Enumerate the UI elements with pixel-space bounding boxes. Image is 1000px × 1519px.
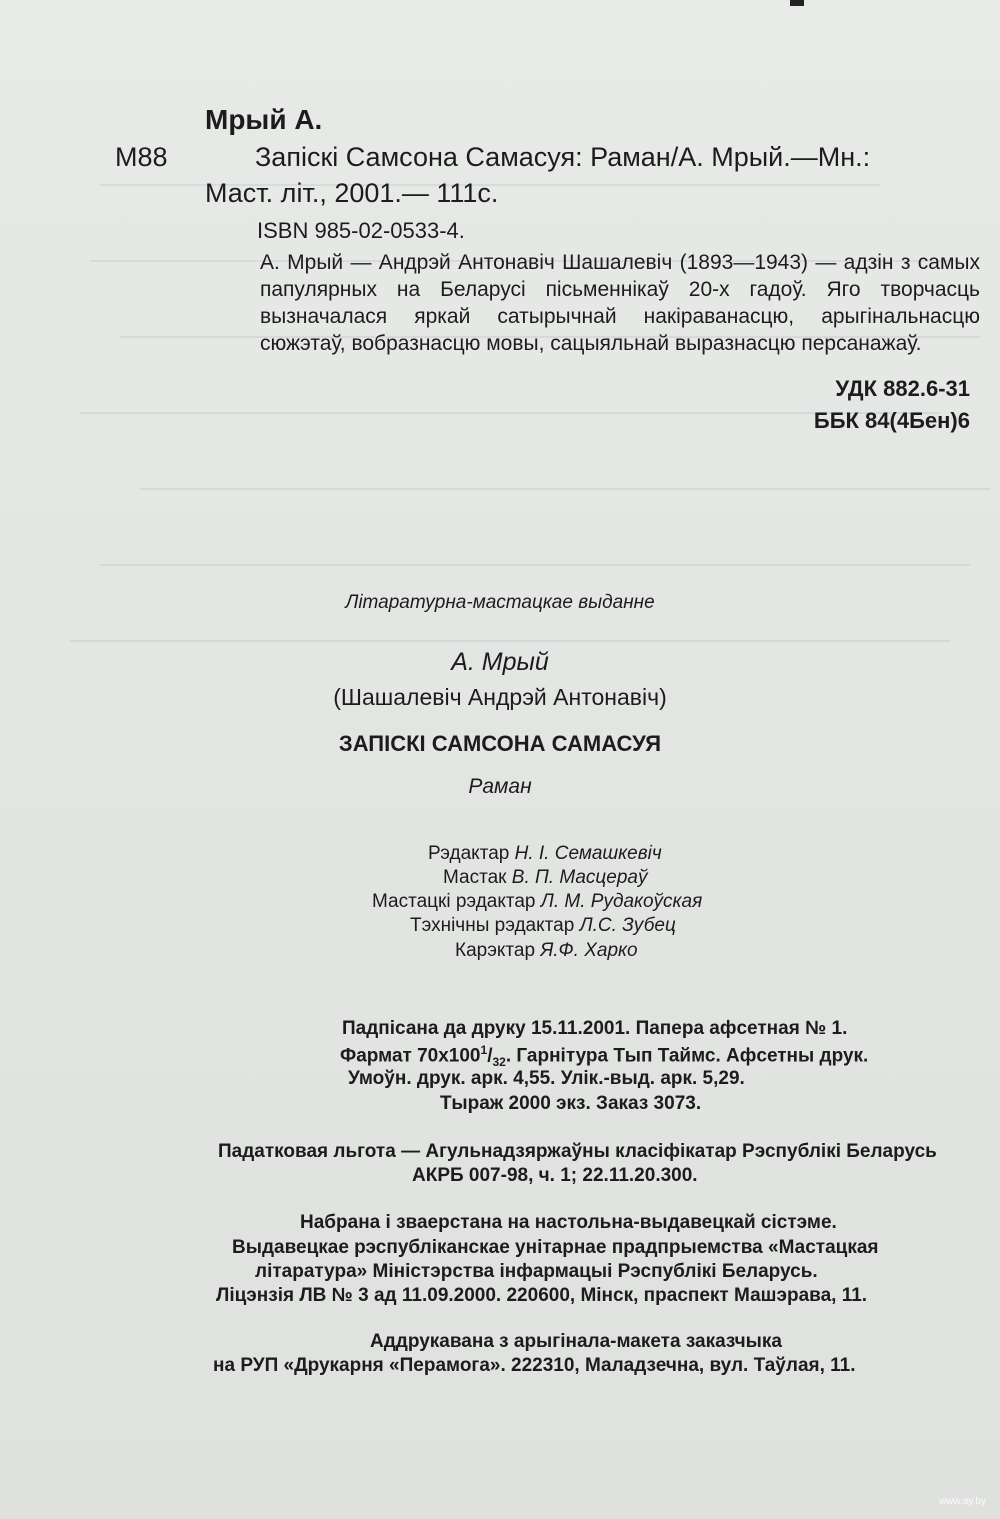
credit-person: В. П. Масцераў — [511, 867, 648, 888]
credit-role: Карэктар — [455, 940, 536, 961]
credit-proofreader — [455, 940, 638, 962]
credit-role: Рэдактар — [428, 843, 510, 864]
print-line-1: Падпісана да друку 15.11.2001. Папера афсетная № 1. — [342, 1018, 848, 1039]
credit-person: Н. І. Семашкевіч — [514, 843, 662, 864]
author-cipher: М88 — [115, 142, 168, 172]
credit-person: Л. М. Рудакоўская — [540, 891, 703, 912]
tax-line-2: АКРБ 007-98, ч. 1; 22.11.20.300. — [412, 1165, 698, 1186]
format-suffix: . Гарнітура Тып Таймс. Афсетны друк. — [505, 1045, 869, 1067]
credit-person: Л.С. Зубец — [579, 915, 676, 936]
edition-type: Літаратурна-мастацкае выданне — [345, 592, 655, 613]
print-line-4: Тыраж 2000 экз. Заказ 3073. — [440, 1093, 702, 1114]
catalog-author-heading: Мрый А. — [205, 104, 323, 135]
tax-line-1: Падатковая льгота — Агульнадзяржаўны класіфікатар Рэспублікі Беларусь — [218, 1141, 937, 1162]
credit-role: Мастацкі рэдактар — [372, 891, 536, 912]
edition-author-fullname: (Шашалевіч Андрэй Антонавіч) — [333, 684, 667, 710]
publisher-line-4: Ліцэнзія ЛВ № 3 ад 11.09.2000. 220600, Мінск, праспект Машэрава, 11. — [216, 1285, 868, 1306]
credit-art-editor — [372, 891, 702, 913]
isbn: ISBN 985-02-0533-4. — [257, 218, 465, 243]
printer-line-1: Аддрукавана з арыгінала-макета заказчыка — [370, 1331, 782, 1352]
credit-editor — [428, 843, 662, 865]
credit-role: Тэхнічны рэдактар — [410, 915, 575, 936]
credit-tech-editor — [410, 915, 676, 937]
print-line-2: Фармат $70х100^1/_{32}$. Гарнітура Тып Таймс. Афсетны друк. — [340, 1043, 869, 1070]
site-watermark: www.ay.by — [938, 1496, 986, 1507]
publisher-line-2: Выдавецкае рэспубліканскае унітарнае прадпрыемства «Мастацкая — [232, 1237, 879, 1258]
genre: Раман — [468, 775, 532, 798]
publisher-line-1: Набрана і зваерстана на настольна-выдавецкай сістэме. — [300, 1212, 837, 1233]
print-line-3: Умоўн. друк. арк. 4,55. Улік.-выд. арк. 5,29. — [348, 1068, 745, 1089]
format-sub: 32 — [492, 1055, 506, 1070]
credit-role: Мастак — [443, 867, 507, 888]
publisher-line-3: літаратура» Міністэрства інфармацыі Рэспублікі Беларусь. — [255, 1261, 818, 1282]
bbk-code: ББК 84(4Бен)6 — [813, 408, 970, 433]
udk-code: УДК 882.6-31 — [835, 376, 970, 401]
catalog-entry-line2: Маст. літ., 2001.— 111с. — [205, 178, 499, 208]
catalog-entry-line1: Запіскі Самсона Самасуя: Раман/А. Мрый.—Мн.: — [255, 142, 871, 172]
credit-person: Я.Ф. Харко — [540, 940, 638, 961]
top-edge-mark — [790, 0, 804, 6]
credit-artist — [443, 867, 648, 889]
printer-line-2: на РУП «Друкарня «Перамога». 222310, Маладзечна, вул. Таўлая, 11. — [213, 1355, 856, 1376]
book-title: ЗАПІСКІ САМСОНА САМАСУЯ — [338, 731, 662, 756]
format-sup: 1 — [480, 1043, 488, 1057]
annotation: А. Мрый — Андрэй Антонавіч Шашалевіч (1893—1943) — адзін з самых папулярных на Беларусі пісьменнікаў 20-х гадоў. Яго творчасць вызначалася яркай сатырычнай накіраванасцю, арыгінальнасцю сюжэтаў, вобразнасцю мовы, сацыяльнай выразнасцю персанажаў. — [260, 251, 980, 355]
edition-author: А. Мрый — [451, 648, 549, 676]
format-prefix: Фармат 70х100 — [340, 1045, 481, 1067]
